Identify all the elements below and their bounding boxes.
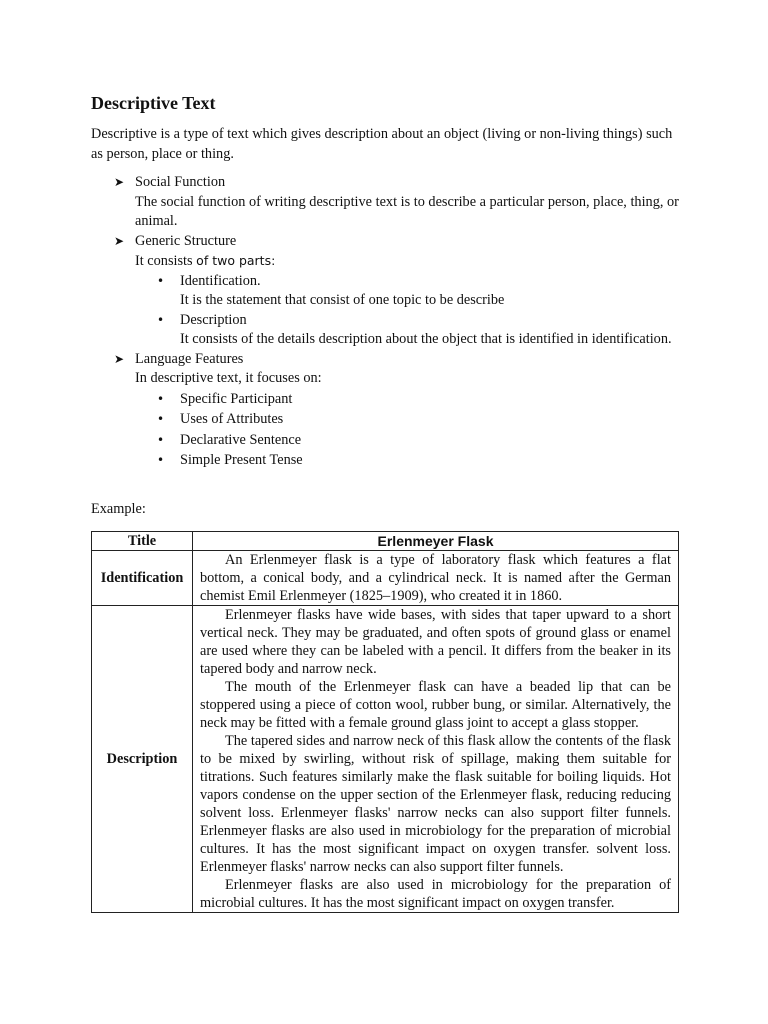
section-lead: In descriptive text, it focuses on:	[135, 370, 322, 386]
item-desc: It is the statement that consist of one topic to be describe	[180, 292, 505, 308]
description-label-cell: Description	[92, 606, 193, 913]
list-item	[135, 272, 681, 311]
section-heading: Social Function	[135, 174, 226, 190]
outline	[91, 173, 681, 471]
list-item	[135, 410, 681, 430]
bullet-icon: •	[157, 391, 165, 406]
section-social-function	[91, 173, 681, 232]
title-label-cell: Title	[92, 532, 193, 551]
section-text: The social function of writing descriptive text is to describe a particular person, place, thing, or animal.	[135, 193, 679, 229]
item-name: Description	[180, 311, 247, 328]
item-name: Identification.	[180, 272, 261, 289]
bullet-icon: •	[157, 412, 165, 426]
example-table	[91, 531, 679, 913]
section-lead-text: It consists	[135, 253, 197, 269]
arrow-bullet-icon: ➤	[114, 351, 125, 366]
example-label: Example:	[91, 501, 146, 517]
item-name: Simple Present Tense	[180, 452, 303, 468]
list-item	[135, 311, 681, 350]
section-language-features	[91, 350, 681, 471]
identification-paragraph: An Erlenmeyer flask is a type of laboratory flask which features a flat bottom, a conical body, and a cylindrical neck. It is named after the German chemist Emil Erlenmeyer (1825–1909), who created it in 1860.	[200, 552, 671, 604]
bullet-icon: •	[157, 432, 165, 447]
page-title: Descriptive Text	[91, 93, 216, 113]
title-value-cell: Erlenmeyer Flask	[193, 532, 679, 551]
bullet-icon: •	[157, 273, 165, 288]
table-row	[92, 532, 679, 551]
table-row	[92, 606, 679, 913]
arrow-bullet-icon: ➤	[114, 175, 125, 189]
identification-text-cell	[193, 551, 679, 606]
bullet-icon: •	[157, 453, 165, 467]
list-item	[135, 390, 681, 410]
item-desc: It consists of the details description about the object that is identified in identification.	[180, 331, 672, 347]
description-paragraph: Erlenmeyer flasks are also used in microbiology for the preparation of microbial cultures. It has the most significant impact on oxygen transfer.	[200, 877, 671, 911]
table-row	[92, 551, 679, 606]
item-name: Uses of Attributes	[180, 411, 284, 427]
arrow-bullet-icon: ➤	[114, 233, 125, 248]
list-item	[135, 451, 681, 471]
bullet-icon: •	[157, 312, 165, 327]
section-lead-note: of two parts:	[196, 253, 276, 268]
section-generic-structure	[91, 232, 681, 350]
item-name: Specific Participant	[180, 390, 293, 407]
item-name: Declarative Sentence	[180, 431, 302, 448]
description-text-cell	[193, 606, 679, 913]
list-item	[135, 431, 681, 451]
description-paragraph: The mouth of the Erlenmeyer flask can have a beaded lip that can be stoppered using a piece of cotton wool, rubber bung, or similar. Alternatively, the neck may be fitted with a female ground glass joint to accept a glass stopper.	[200, 679, 671, 731]
section-heading: Language Features	[135, 350, 244, 367]
description-paragraph: The tapered sides and narrow neck of this flask allow the contents of the flask to be mixed by swirling, without risk of spillage, making them suitable for titrations. Such features similarly make the flask suitable for boiling liquids. Hot vapors condense on the upper section of the Erlenmeyer flask, reducing reducing solvent loss. Erlenmeyer flasks' narrow necks can also support filter funnels. Erlenmeyer flasks are also used in microbiology for the preparation of microbial cultures. It has the most significant impact on oxygen transfer. solvent loss. Erlenmeyer flasks' narrow necks can also support filter funnels.	[200, 733, 671, 875]
intro-paragraph: Descriptive is a type of text which gives description about an object (living or non-living things) such as person, place or thing.	[91, 126, 673, 162]
description-paragraph: Erlenmeyer flasks have wide bases, with sides that taper upward to a short vertical neck. They may be graduated, and often spots of ground glass or enamel are used where they can be labeled with a pencil. It differs from the beaker in its tapered body and narrow neck.	[200, 607, 671, 677]
identification-label-cell: Identification	[92, 551, 193, 606]
section-heading: Generic Structure	[135, 232, 237, 249]
section-lead	[135, 251, 681, 272]
